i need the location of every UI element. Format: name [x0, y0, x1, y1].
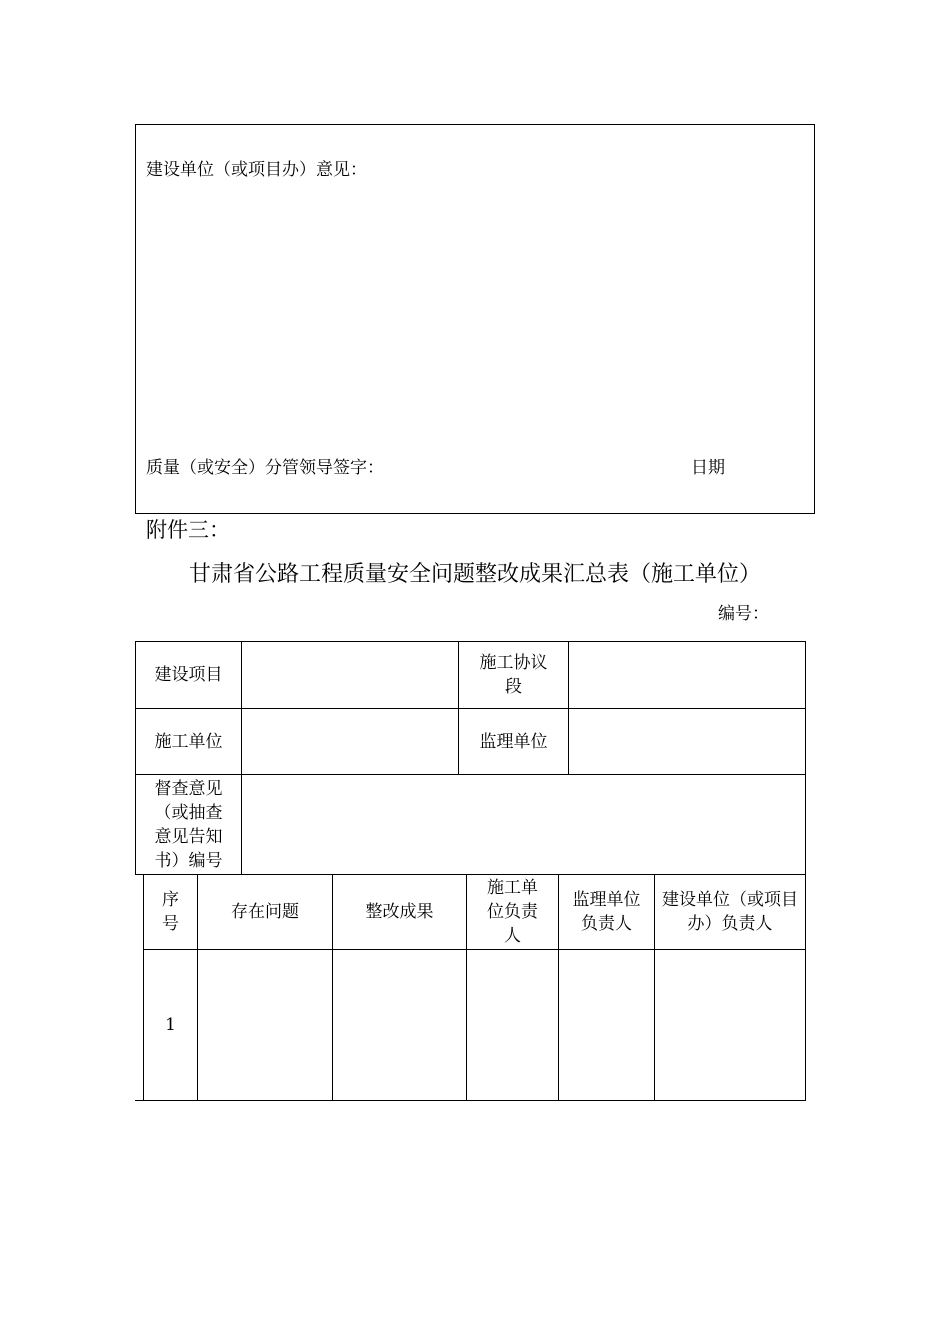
column-header-contractor-head: 施工单位负责人	[487, 878, 538, 946]
signature-label: 质量（或安全）分管领导签字：	[146, 458, 384, 478]
project-label: 建设项目	[154, 665, 223, 685]
opinion-heading: 建设单位（或项目办）意见：	[146, 160, 367, 180]
inspection-opinion-label: 督查意见（或抽查意见告知书）编号	[154, 778, 223, 871]
column-header-result: 整改成果	[365, 902, 434, 922]
contractor-label: 施工单位	[154, 731, 223, 752]
row-serial-number: 1	[165, 1015, 176, 1035]
column-header-supervisor-head: 监理单位负责人	[572, 890, 641, 934]
contract-section-label: 施工协议段	[479, 653, 548, 697]
date-label: 日期	[691, 458, 725, 478]
main-table-bottom-border	[135, 1100, 806, 1101]
column-header-problem: 存在问题	[231, 902, 299, 922]
main-table-header-divider	[143, 949, 806, 950]
annex-label: 附件三：	[146, 518, 230, 542]
table-title: 甘肃省公路工程质量安全问题整改成果汇总表（施工单位）	[188, 562, 761, 587]
serial-number-label: 编号：	[718, 604, 769, 624]
info-table-col-divider	[241, 641, 242, 874]
info-table-col-divider	[568, 641, 569, 774]
column-header-serial: 序号	[162, 890, 179, 934]
info-table-right-border	[805, 641, 806, 874]
main-table-right-border	[805, 874, 806, 1100]
supervisor-label: 监理单位	[479, 731, 548, 752]
construction-unit-opinion-box	[135, 124, 815, 514]
column-header-owner-head: 建设单位（或项目办）负责人	[662, 890, 798, 934]
